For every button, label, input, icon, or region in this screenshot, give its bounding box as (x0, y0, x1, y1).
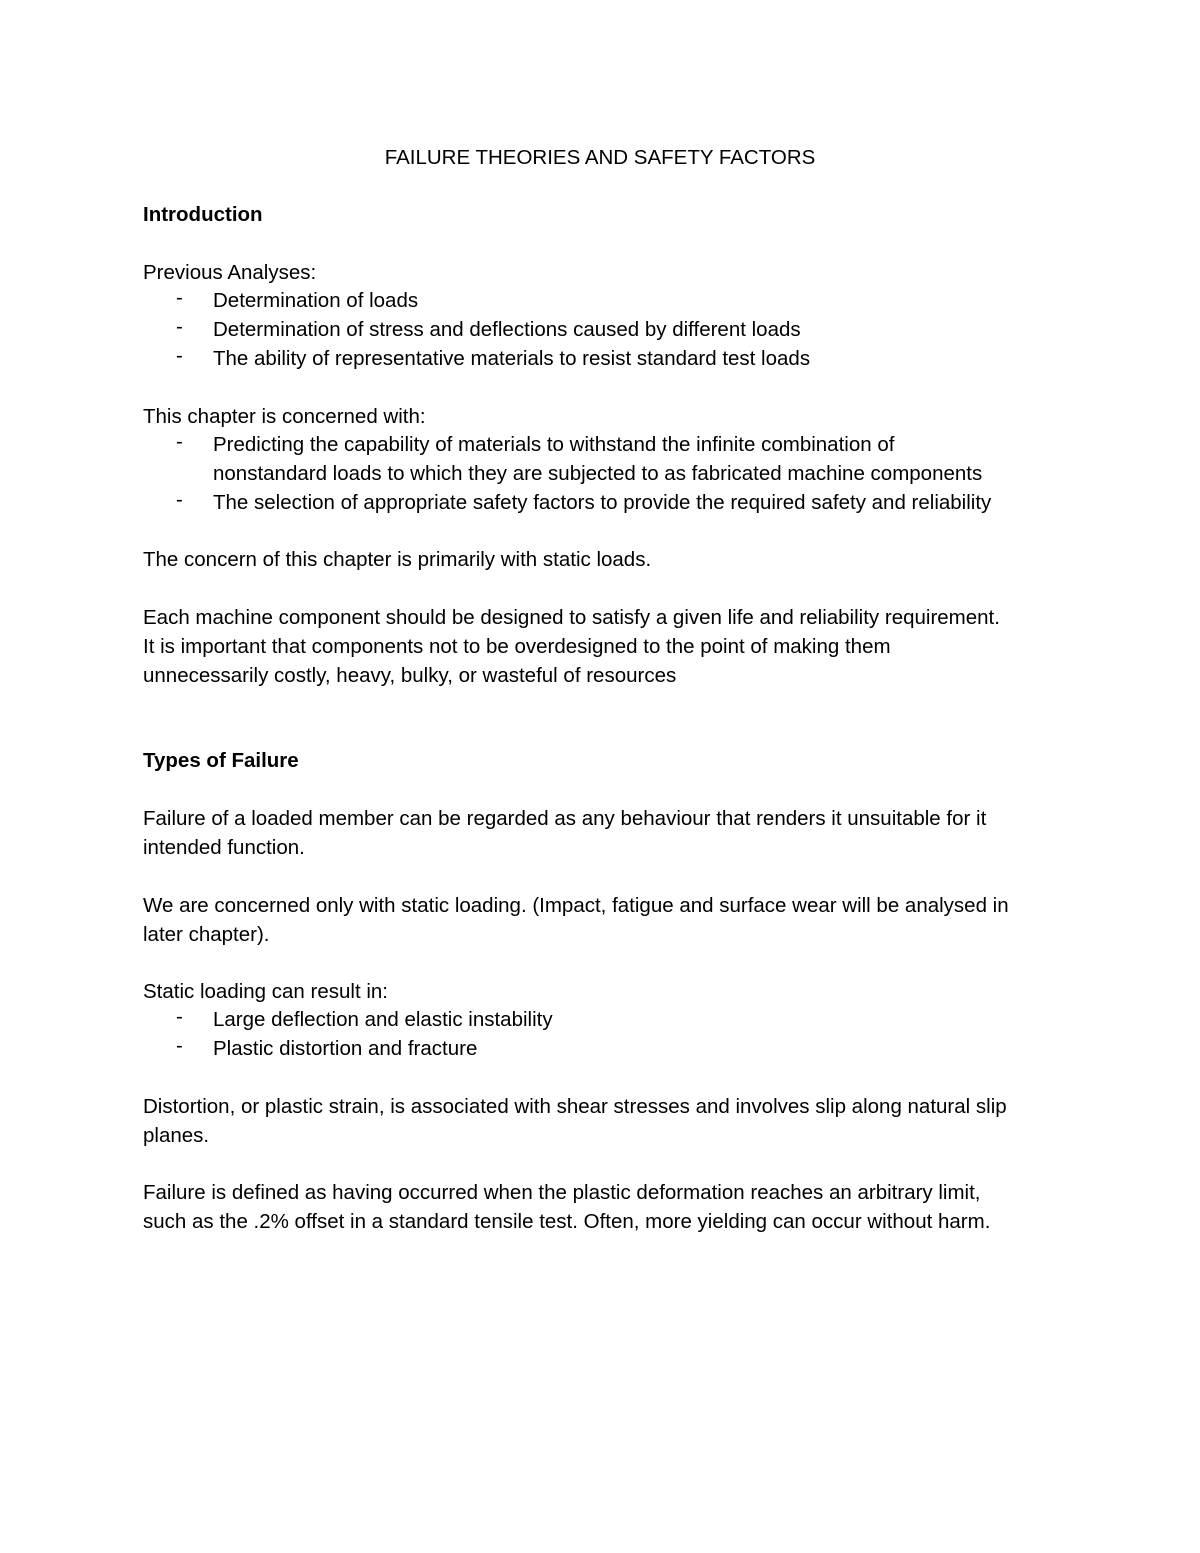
static-concern-paragraph: The concern of this chapter is primarily with static loads. (143, 548, 652, 571)
bullet-dash: - (176, 1005, 183, 1028)
failure-defined-paragraph (143, 1178, 1103, 1236)
section-heading-types-of-failure: Types of Failure (143, 749, 299, 772)
paragraph-line: unnecessarily costly, heavy, bulky, or wasteful of resources (143, 664, 677, 687)
list-item: Large deflection and elastic instability (213, 1008, 553, 1031)
failure-definition-paragraph (143, 804, 1103, 862)
paragraph-line: We are concerned only with static loading. (Impact, fatigue and surface wear will be analysed in (143, 894, 1009, 917)
list-item: Determination of stress and deflections caused by different loads (213, 318, 801, 341)
paragraph-line: planes. (143, 1124, 210, 1147)
static-result-label: Static loading can result in: (143, 980, 388, 1003)
paragraph-line: intended function. (143, 836, 305, 859)
bullet-dash: - (176, 315, 183, 338)
paragraph-line: Failure is defined as having occurred when the plastic deformation reaches an arbitrary limit, (143, 1181, 981, 1204)
chapter-concern-label: This chapter is concerned with: (143, 405, 426, 428)
bullet-dash: - (176, 286, 183, 309)
paragraph-line: Distortion, or plastic strain, is associated with shear stresses and involves slip along natural slip (143, 1095, 1007, 1118)
bullet-dash: - (176, 344, 183, 367)
paragraph-line: such as the .2% offset in a standard tensile test. Often, more yielding can occur without harm. (143, 1210, 991, 1233)
static-only-paragraph (143, 891, 1103, 949)
design-paragraph (143, 603, 1103, 690)
list-item: Determination of loads (213, 289, 419, 312)
bullet-dash: - (176, 430, 183, 453)
paragraph-line: It is important that components not to be overdesigned to the point of making them (143, 635, 891, 658)
list-item: Predicting the capability of materials to withstand the infinite combination of (213, 433, 895, 456)
paragraph-line: later chapter). (143, 923, 270, 946)
previous-analyses-label: Previous Analyses: (143, 261, 317, 284)
paragraph-line: Each machine component should be designed to satisfy a given life and reliability requirement. (143, 606, 1000, 629)
list-item: The ability of representative materials to resist standard test loads (213, 347, 811, 370)
paragraph-line: Failure of a loaded member can be regarded as any behaviour that renders it unsuitable for it (143, 807, 987, 830)
document-title: FAILURE THEORIES AND SAFETY FACTORS (384, 146, 816, 169)
distortion-paragraph (143, 1092, 1103, 1150)
bullet-dash: - (176, 1034, 183, 1057)
section-heading-introduction: Introduction (143, 203, 263, 226)
bullet-dash: - (176, 488, 183, 511)
list-item: Plastic distortion and fracture (213, 1037, 478, 1060)
list-item-continuation: nonstandard loads to which they are subjected to as fabricated machine components (213, 462, 983, 485)
list-item: The selection of appropriate safety factors to provide the required safety and reliability (213, 491, 992, 514)
